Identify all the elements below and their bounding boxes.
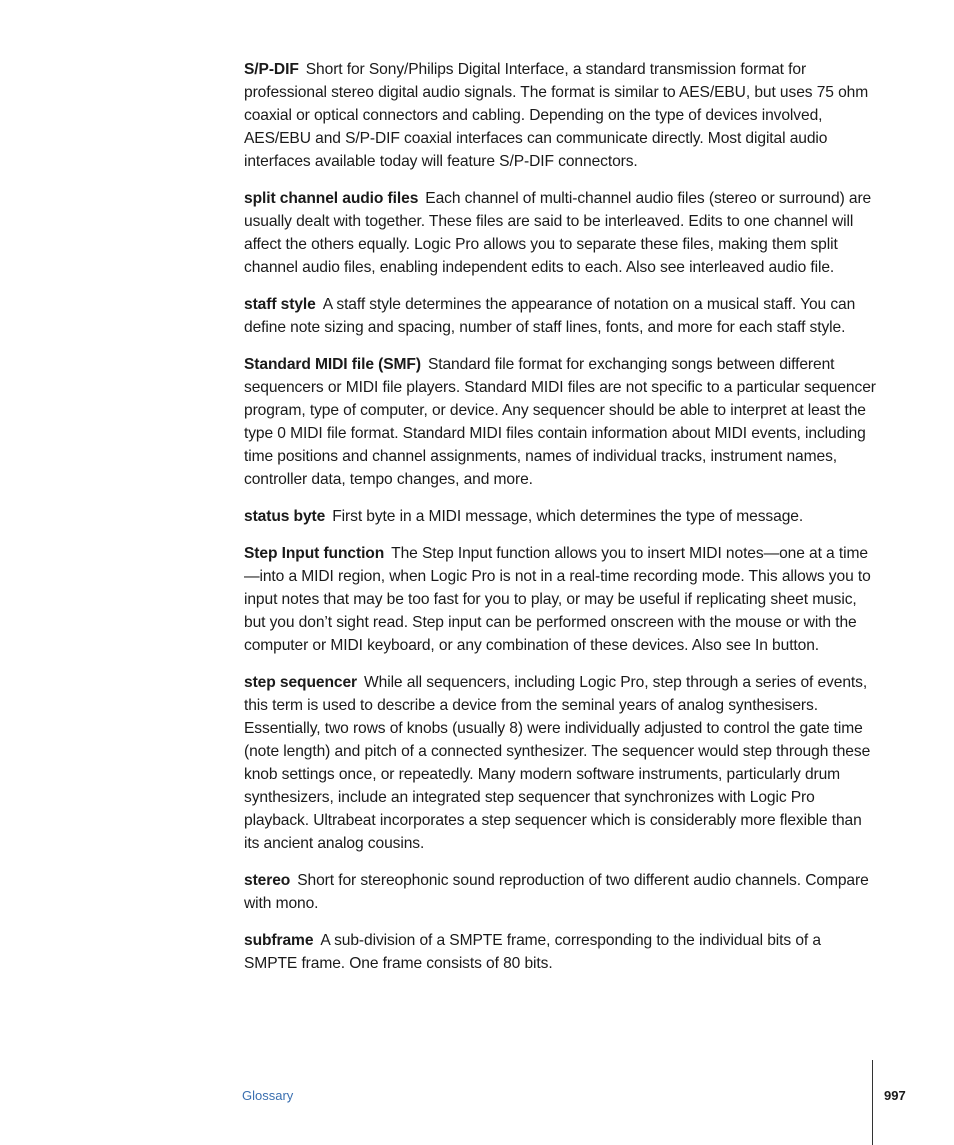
glossary-definition: Short for stereophonic sound reproduction of two different audio channels. Compare with mono. xyxy=(244,872,869,912)
glossary-definition: Each channel of multi-channel audio files (stereo or surround) are usually dealt with together. These files are said to be interleaved. Edits to one channel will affect the others equally. Logic Pro allows you to separate these files, making them split channel audio files, enabling independent edits to each. Also see interleaved audio file. xyxy=(244,190,872,276)
glossary-entry-step-sequencer xyxy=(244,671,876,855)
glossary-term: Step Input function xyxy=(244,545,385,562)
glossary-definition: A staff style determines the appearance of notation on a musical staff. You can define note sizing and spacing, number of staff lines, fonts, and more for each staff style. xyxy=(244,296,856,336)
glossary-term: subframe xyxy=(244,932,314,949)
glossary-entry-staff-style xyxy=(244,293,876,339)
glossary-entry-step-input-function xyxy=(244,542,876,657)
glossary-entry-spdif xyxy=(244,58,876,173)
glossary-term: step sequencer xyxy=(244,674,358,691)
glossary-entry-subframe xyxy=(244,929,876,975)
glossary-term: staff style xyxy=(244,296,316,313)
glossary-entry-status-byte xyxy=(244,505,876,528)
glossary-term: status byte xyxy=(244,508,326,525)
glossary-entry-split-channel-audio-files xyxy=(244,187,876,279)
glossary-entry-stereo xyxy=(244,869,876,915)
glossary-term: Standard MIDI file (SMF) xyxy=(244,356,421,373)
glossary-definition: A sub-division of a SMPTE frame, corresponding to the individual bits of a SMPTE frame. One frame consists of 80 bits. xyxy=(244,932,821,972)
glossary-term: stereo xyxy=(244,872,291,889)
glossary-term: split channel audio files xyxy=(244,190,419,207)
glossary-definition: Standard file format for exchanging songs between different sequencers or MIDI file players. Standard MIDI files are not specific to a particular sequencer program, type of computer, or device. Any sequencer should be able to interpret at least the type 0 MIDI file format. Standard MIDI files contain information about MIDI events, including time positions and channel assignments, names of individual tracks, instrument names, controller data, tempo changes, and more. xyxy=(244,356,876,488)
page-number: 997 xyxy=(884,1088,906,1103)
glossary-entry-standard-midi-file xyxy=(244,353,876,491)
glossary-term: S/P-DIF xyxy=(244,61,299,78)
footer-divider xyxy=(872,1060,873,1145)
glossary-definition: Short for Sony/Philips Digital Interface, a standard transmission format for professional stereo digital audio signals. The format is similar to AES/EBU, but uses 75 ohm coaxial or optical connectors and cabling. Depending on the type of devices involved, AES/EBU and S/P-DIF coaxial interfaces can communicate directly. Most digital audio interfaces available today will feature S/P-DIF connectors. xyxy=(244,61,869,170)
glossary-definition: First byte in a MIDI message, which determines the type of message. xyxy=(332,508,804,525)
glossary-definition: The Step Input function allows you to insert MIDI notes—one at a time—into a MIDI region, when Logic Pro is not in a real-time recording mode. This allows you to input notes that may be too fast for you to play, or may be useful if replicating sheet music, but you don’t sight read. Step input can be performed onscreen with the mouse or with the computer or MIDI keyboard, or any combination of these devices. Also see In button. xyxy=(244,545,871,654)
glossary-content xyxy=(244,58,876,989)
glossary-definition: While all sequencers, including Logic Pro, step through a series of events, this term is used to describe a device from the seminal years of analog synthesisers. Essentially, two rows of knobs (usually 8) were individually adjusted to control the gate time (note length) and pitch of a connected synthesizer. The sequencer would step through these knob settings once, or repeatedly. Many modern software instruments, particularly drum synthesizers, include an integrated step sequencer that synchronizes with Logic Pro playback. Ultrabeat incorporates a step sequencer which is considerably more flexible than its ancient analog cousins. xyxy=(244,674,871,852)
footer-section-link[interactable]: Glossary xyxy=(242,1088,294,1103)
